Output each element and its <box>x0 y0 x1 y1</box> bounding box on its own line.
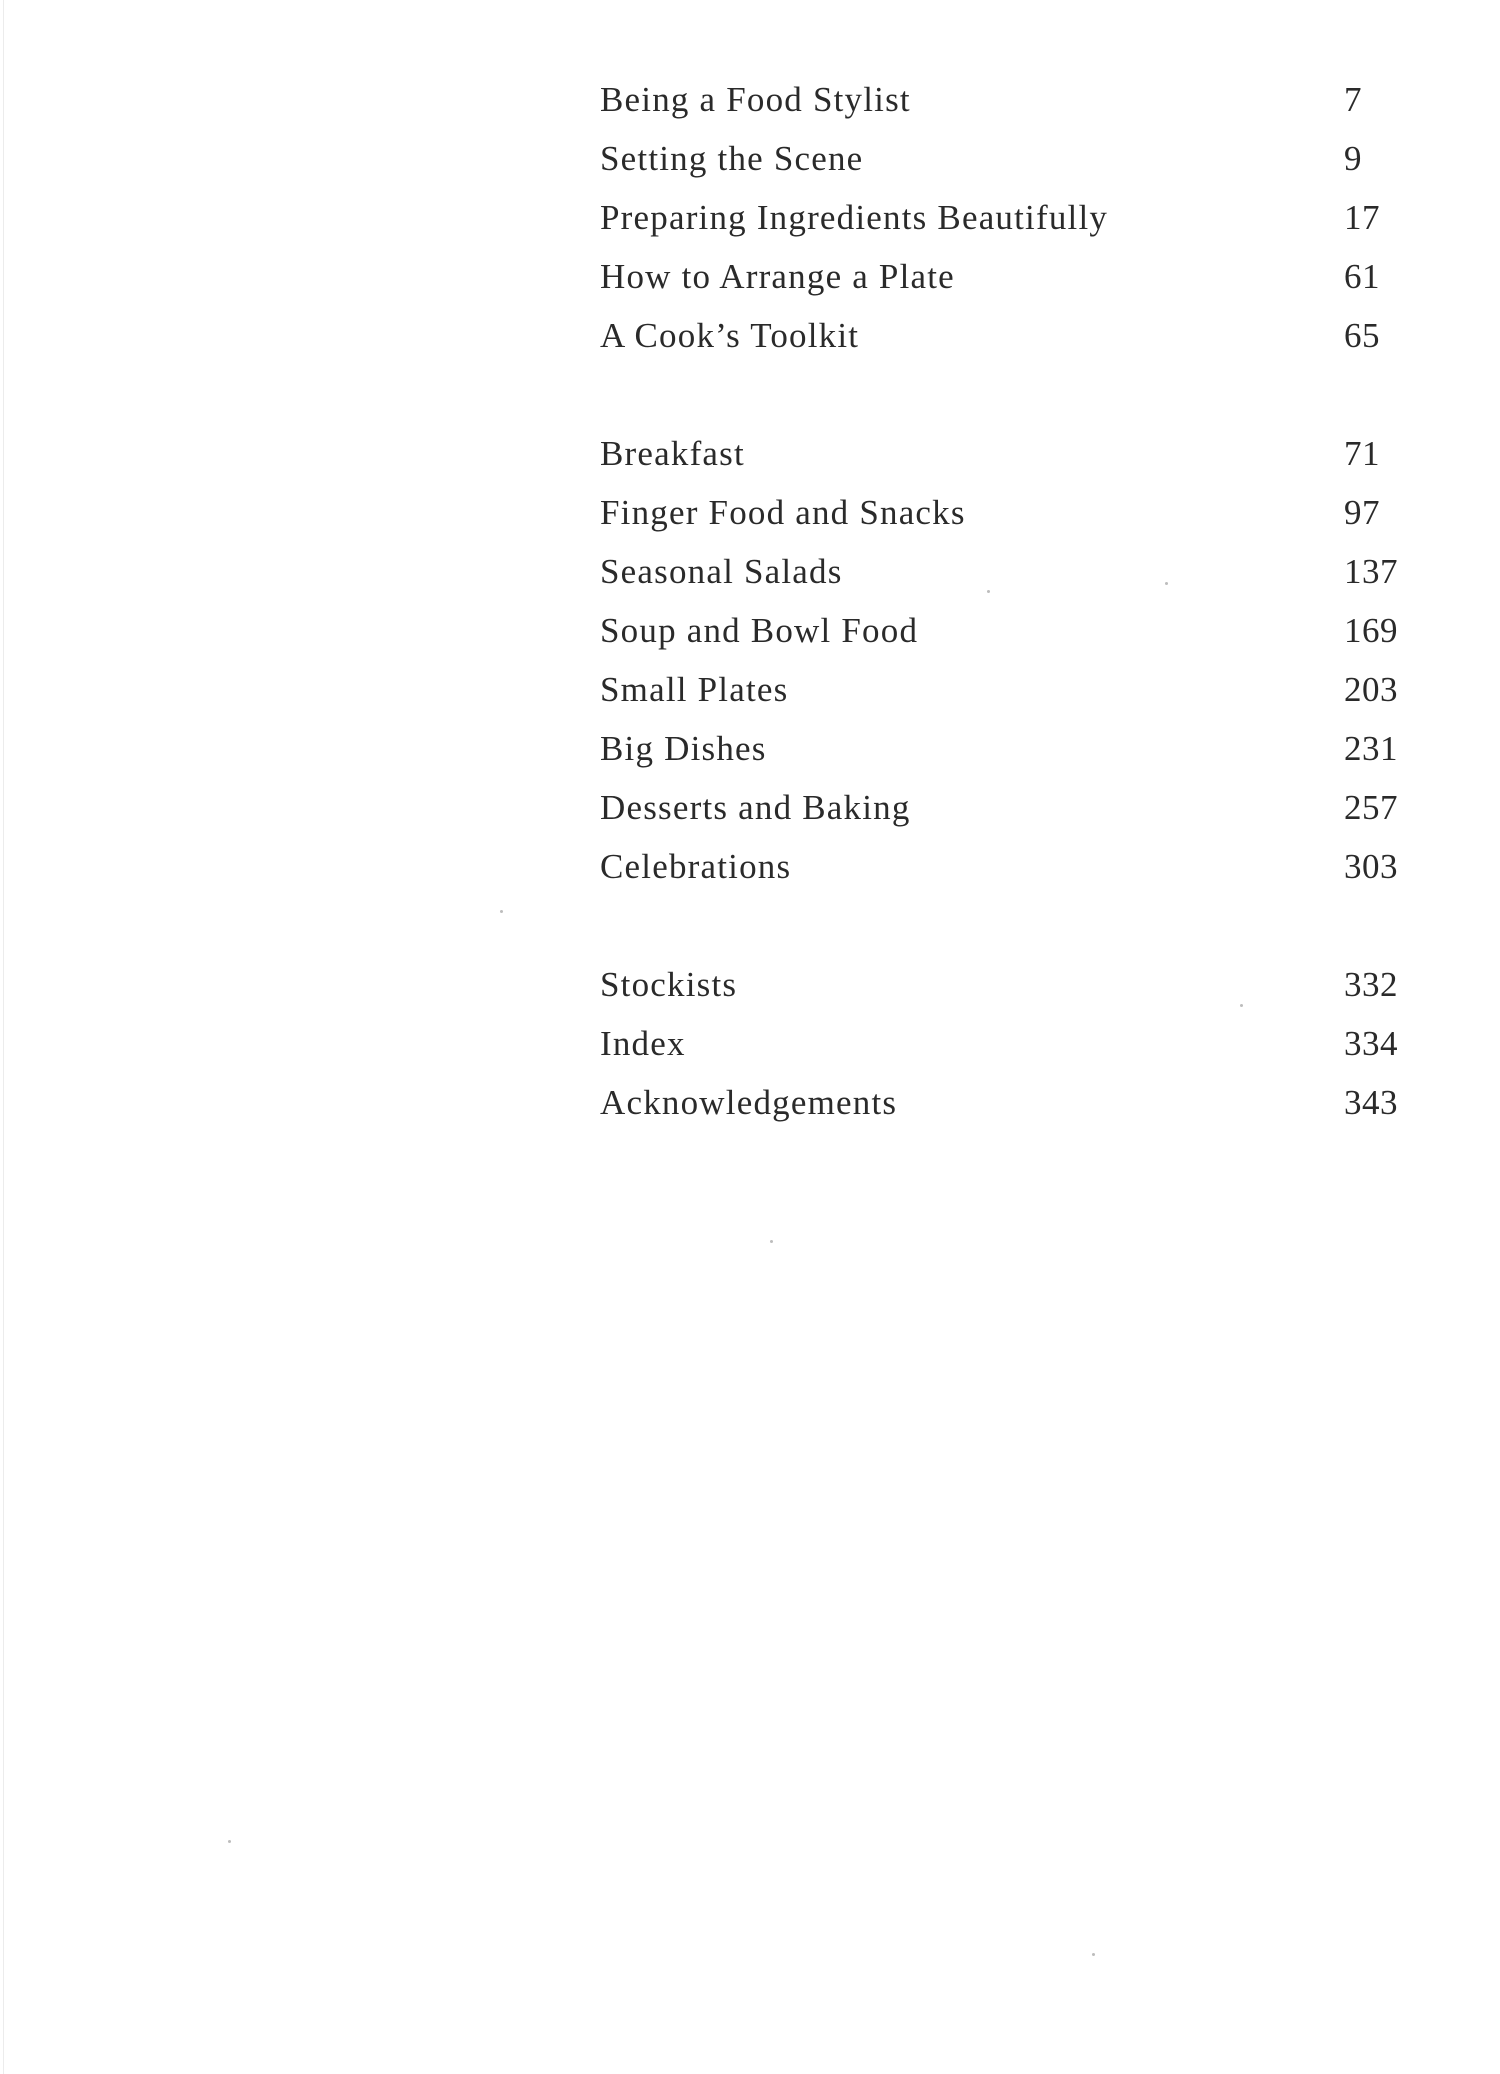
toc-entry-page: 137 <box>1344 552 1398 591</box>
toc-entry-title: Celebrations <box>600 847 792 886</box>
scan-speck <box>1092 1953 1095 1956</box>
toc-entry-title: How to Arrange a Plate <box>600 257 955 296</box>
toc-entry[interactable] <box>600 483 1400 542</box>
toc-entry-page: 303 <box>1344 847 1398 886</box>
toc-entry-title: A Cook’s Toolkit <box>600 316 860 355</box>
scan-speck <box>1165 582 1168 585</box>
scan-speck <box>500 910 503 913</box>
toc-entry-page: 65 <box>1344 316 1380 355</box>
toc-entry-title: Big Dishes <box>600 729 767 768</box>
toc-entry[interactable] <box>600 424 1400 483</box>
toc-entry-page: 231 <box>1344 729 1398 768</box>
toc-entry-title: Desserts and Baking <box>600 788 911 827</box>
toc-entry-page: 203 <box>1344 670 1398 709</box>
toc-group-back-matter <box>600 955 1400 1132</box>
toc-entry[interactable] <box>600 129 1400 188</box>
toc-entry[interactable] <box>600 719 1400 778</box>
toc-entry[interactable] <box>600 542 1400 601</box>
toc-group-recipes <box>600 424 1400 896</box>
toc-entry-title: Setting the Scene <box>600 139 864 178</box>
toc-entry-page: 71 <box>1344 434 1380 473</box>
toc-entry-title: Preparing Ingredients Beautifully <box>600 198 1109 237</box>
toc-entry[interactable] <box>600 837 1400 896</box>
toc-entry[interactable] <box>600 778 1400 837</box>
toc-entry[interactable] <box>600 247 1400 306</box>
scan-edge <box>3 0 4 2074</box>
scan-speck <box>987 590 990 593</box>
toc-entry[interactable] <box>600 660 1400 719</box>
toc-entry[interactable] <box>600 601 1400 660</box>
scan-speck <box>770 1240 773 1243</box>
toc-entry[interactable] <box>600 955 1400 1014</box>
toc-entry[interactable] <box>600 70 1400 129</box>
toc-entry-page: 97 <box>1344 493 1380 532</box>
scan-speck <box>228 1840 231 1843</box>
toc-entry-title: Finger Food and Snacks <box>600 493 966 532</box>
toc-entry-page: 61 <box>1344 257 1380 296</box>
toc-entry-title: Seasonal Salads <box>600 552 843 591</box>
toc-entry-page: 343 <box>1344 1083 1398 1122</box>
toc-entry-page: 169 <box>1344 611 1398 650</box>
toc-group-introduction <box>600 70 1400 365</box>
toc-entry-page: 9 <box>1344 139 1362 178</box>
toc-entry-page: 334 <box>1344 1024 1398 1063</box>
toc-entry-title: Index <box>600 1024 686 1063</box>
toc-entry-page: 332 <box>1344 965 1398 1004</box>
toc-entry-title: Acknowledgements <box>600 1083 898 1122</box>
toc-entry-page: 17 <box>1344 198 1380 237</box>
toc-entry-title: Small Plates <box>600 670 789 709</box>
table-of-contents <box>600 70 1400 1132</box>
toc-entry[interactable] <box>600 1073 1400 1132</box>
scan-speck <box>1240 1004 1243 1007</box>
toc-entry[interactable] <box>600 188 1400 247</box>
toc-entry-title: Soup and Bowl Food <box>600 611 919 650</box>
toc-entry-title: Being a Food Stylist <box>600 80 911 119</box>
toc-entry-page: 257 <box>1344 788 1398 827</box>
toc-entry-page: 7 <box>1344 80 1362 119</box>
toc-entry[interactable] <box>600 306 1400 365</box>
toc-entry-title: Breakfast <box>600 434 745 473</box>
toc-entry[interactable] <box>600 1014 1400 1073</box>
toc-entry-title: Stockists <box>600 965 738 1004</box>
